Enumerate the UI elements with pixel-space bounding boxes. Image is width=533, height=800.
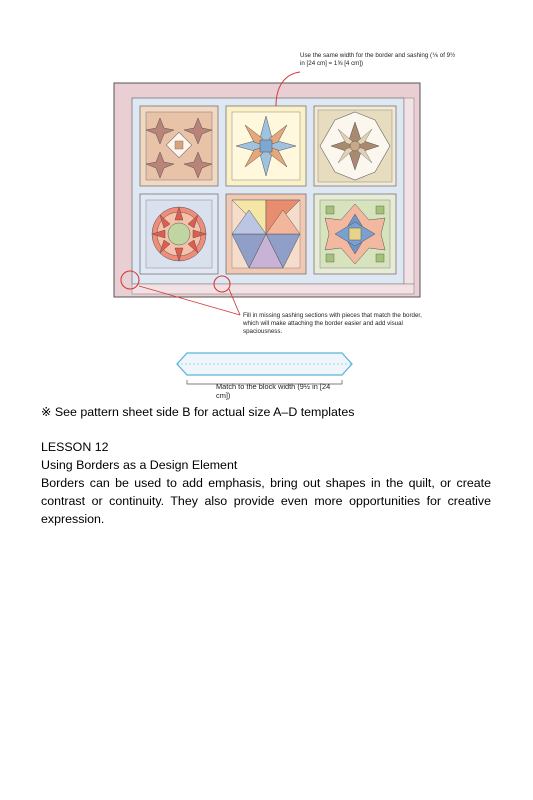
quilt-block-stars (140, 106, 218, 186)
lesson-title: Using Borders as a Design Element (41, 458, 238, 472)
quilt-block-compass (314, 106, 396, 186)
quilt-block-triangles (226, 194, 306, 274)
callout-sashing-width: Use the same width for the border and sashing (⅙ of 9½ in [24 cm] = 1⅝ [4 cm]) (300, 52, 456, 67)
lesson-section (41, 438, 491, 528)
quilt-block-dresden-plate (140, 194, 218, 274)
quilt-block-ohio-star (314, 194, 396, 274)
sashing-strip (177, 353, 352, 375)
lesson-body: Borders can be used to add emphasis, bring out shapes in the quilt, or create contrast or continuity. They also provide even more opportunities for creative expression. (41, 476, 491, 526)
template-note: ※ See pattern sheet side B for actual size A–D templates (41, 405, 355, 419)
quilt-block-eight-point-star (226, 106, 306, 186)
callout-block-width: Match to the block width (9½ in [24 cm]) (216, 382, 331, 400)
lesson-number: LESSON 12 (41, 440, 109, 454)
callout-fill-sashing: Fill in missing sashing sections with pieces that match the border, which will make attaching the border easier and add visual spaciousness. (243, 312, 422, 335)
